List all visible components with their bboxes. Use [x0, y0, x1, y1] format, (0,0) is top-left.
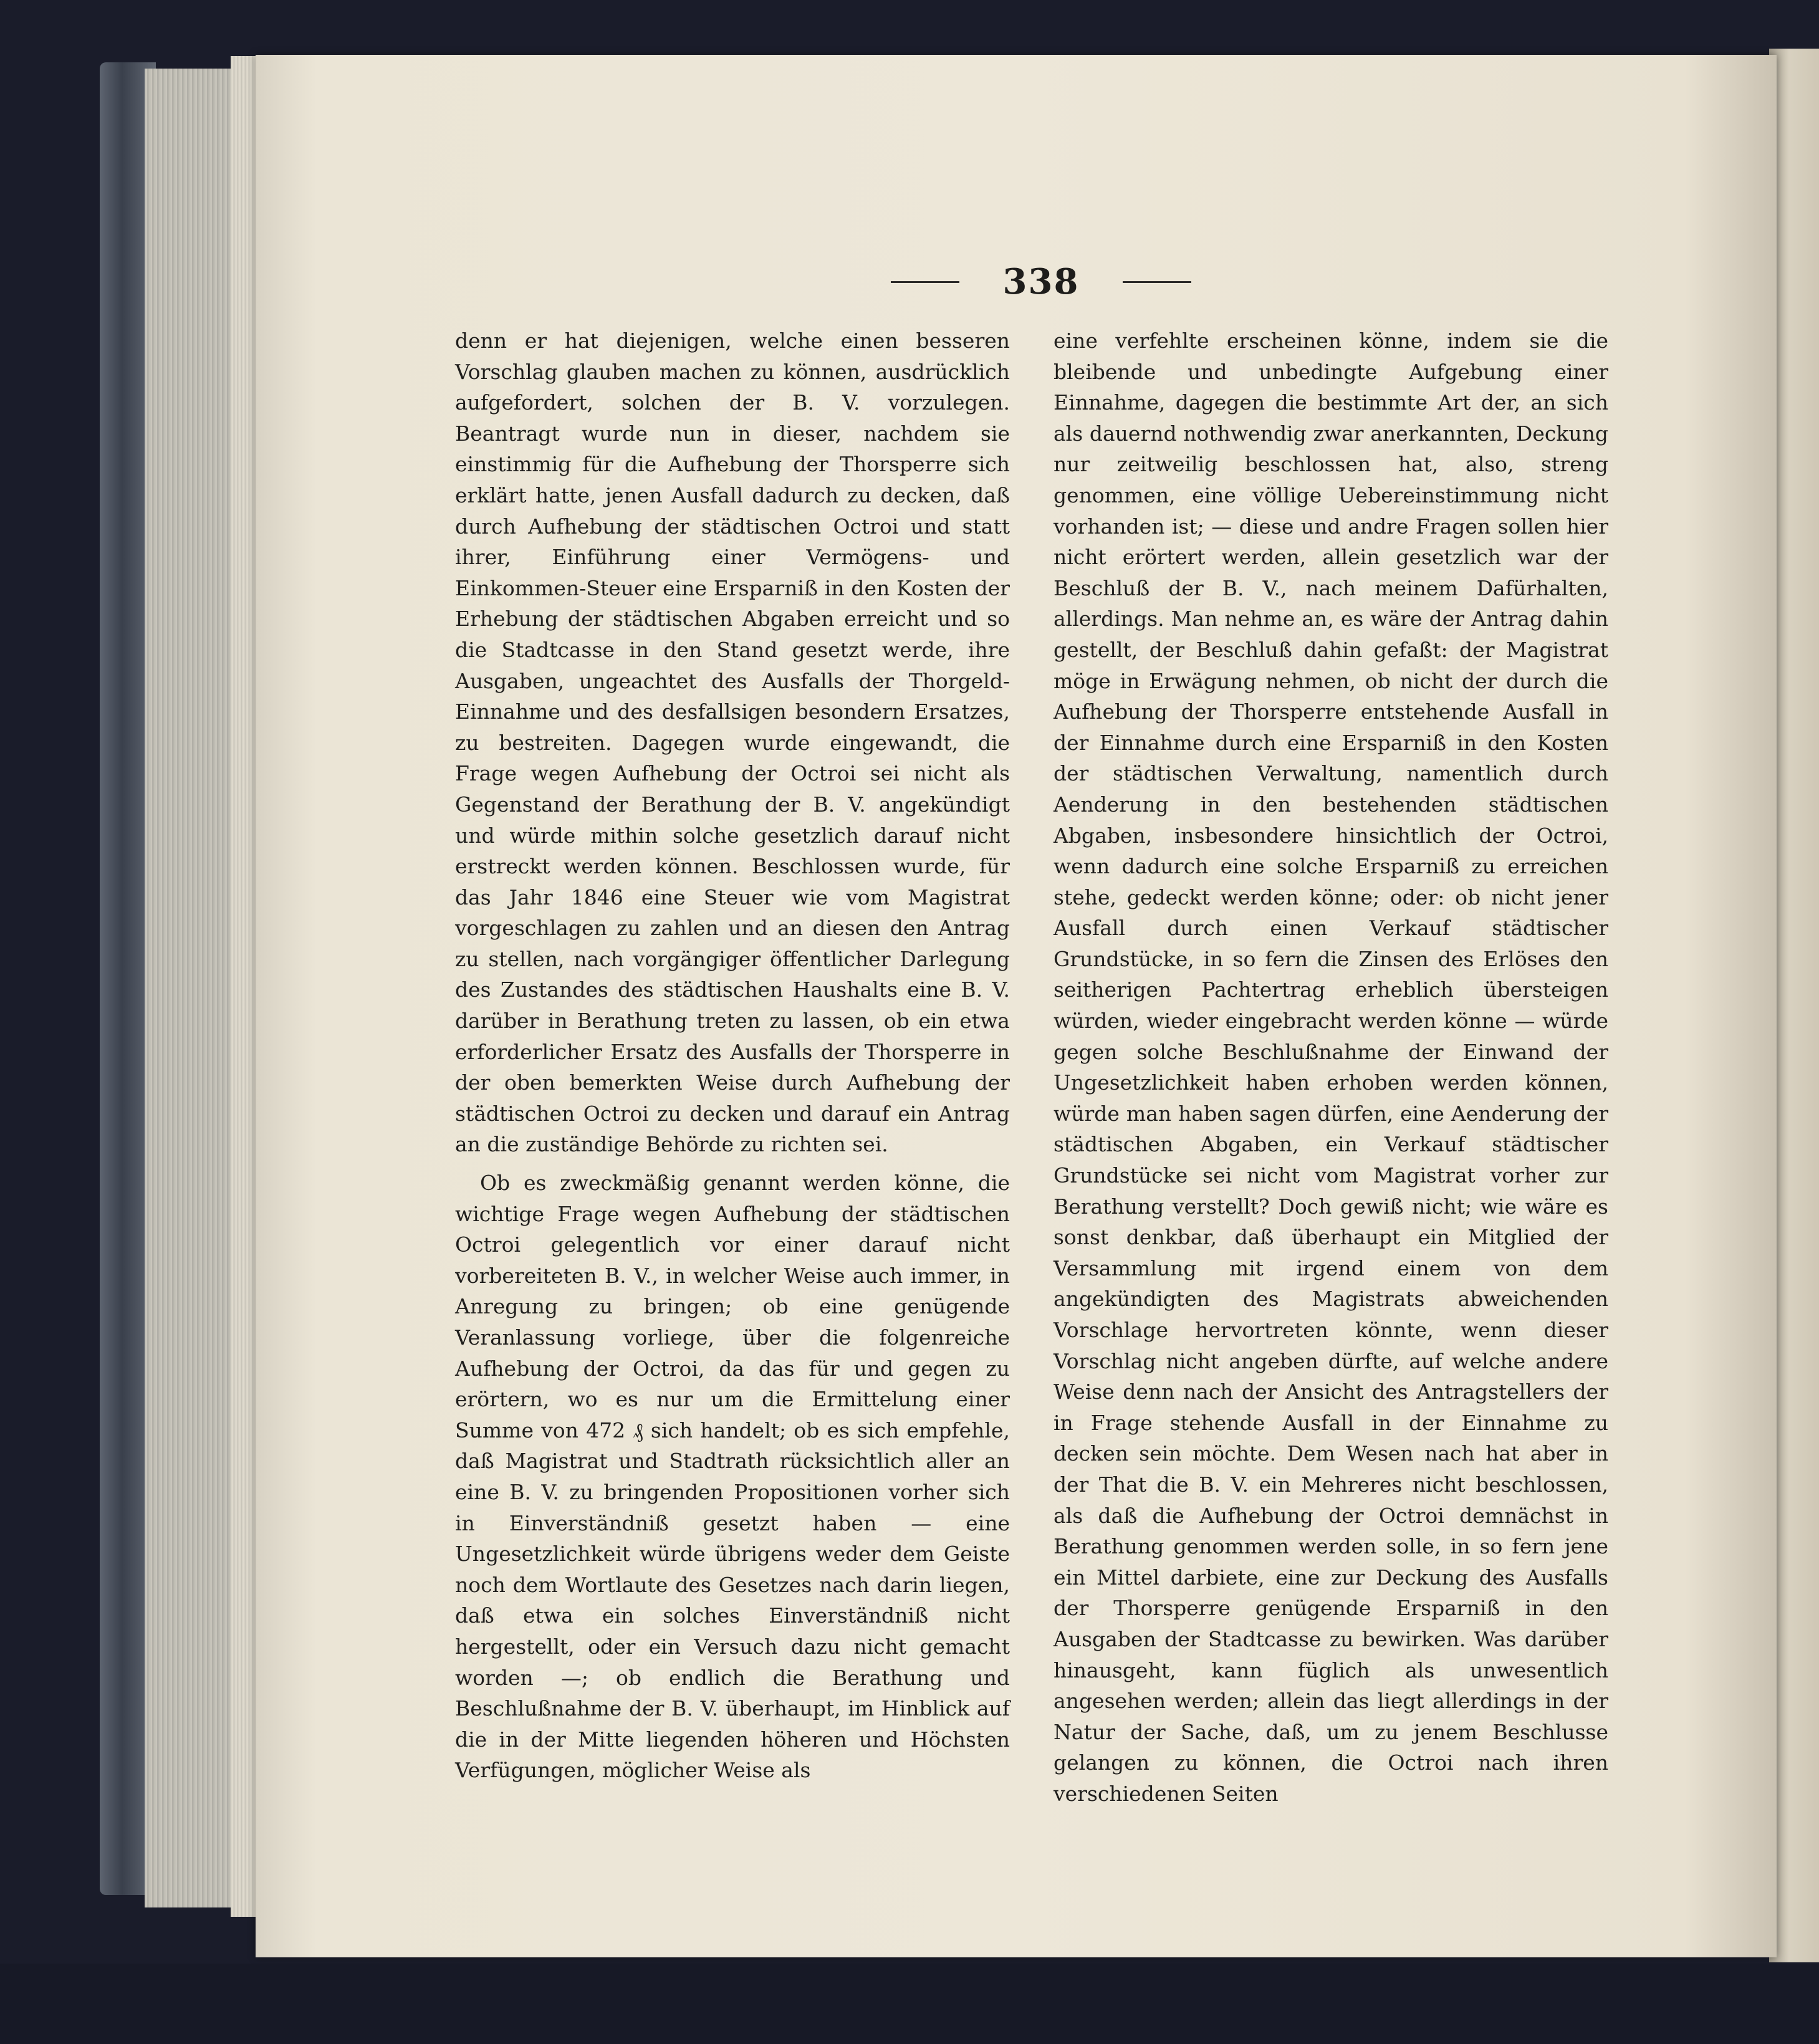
page-header — [866, 257, 1216, 307]
page-number: 338 — [1002, 261, 1080, 302]
header-rule-left — [891, 281, 959, 283]
right-column — [1053, 325, 1608, 1810]
left-column — [455, 325, 1010, 1786]
facing-page-edge — [1769, 49, 1819, 1962]
header-rule-right — [1123, 281, 1191, 283]
background-bottom — [0, 1964, 1819, 2044]
paragraph: denn er hat diejenigen, welche einen besseren Vorschlag glauben machen zu können, ausdrücklich aufgefordert, solchen der B. V. vorzulegen. Beantragt wurde nun in dieser, nachdem sie einstimmig für die Aufhebung der Thorsperre sich erklärt hatte, jenen Ausfall dadurch zu decken, daß durch Aufhebung der städtischen Octroi und statt ihrer, Einführung einer Vermögens- und Einkommen-Steuer eine Ersparniß in den Kosten der Erhebung der städtischen Abgaben erreicht und so die Stadtcasse in den Stand gesetzt werde, ihre Ausgaben, ungeachtet des Ausfalls der Thorgeld-Einnahme und des desfallsigen besondern Ersatzes, zu bestreiten. Dagegen wurde eingewandt, die Frage wegen Aufhebung der Octroi sei nicht als Gegenstand der Berathung der B. V. angekündigt und würde mithin solche gesetzlich darauf nicht erstreckt werden können. Beschlossen wurde, für das Jahr 1846 eine Steuer wie vom Magistrat vorgeschlagen zu zahlen und an diesen den Antrag zu stellen, nach vorgängiger öffentlicher Darlegung des Zustandes des städtischen Haushalts eine B. V. darüber in Berathung treten zu lassen, ob ein etwa erforderlicher Ersatz des Ausfalls der Thorsperre in der oben bemerkten Weise durch Aufhebung der städtischen Octroi zu decken und darauf ein Antrag an die zuständige Behörde zu richten sei. — [455, 329, 1010, 1157]
paragraph: eine verfehlte erscheinen könne, indem sie die bleibende und unbedingte Aufgebung einer Einnahme, dagegen die bestimmte Art der, an sich als dauernd nothwendig zwar anerkannten, Deckung nur zeitweilig beschlossen hat, also, streng genommen, eine völlige Uebereinstimmung nicht vorhanden ist; — diese und andre Fragen sollen hier nicht erörtert werden, allein gesetzlich war der Beschluß der B. V., nach meinem Dafürhalten, allerdings. Man nehme an, es wäre der Antrag dahin gestellt, der Beschluß dahin gefaßt: der Magistrat möge in Erwägung nehmen, ob nicht der durch die Aufhebung der Thorsperre entstehende Ausfall in der Einnahme durch eine Ersparniß in den Kosten der städtischen Verwaltung, namentlich durch Aenderung in den bestehenden städtischen Abgaben, insbesondere hinsichtlich der Octroi, wenn dadurch eine solche Ersparniß zu erreichen stehe, gedeckt werden könne; oder: ob nicht jener Ausfall durch einen Verkauf städtischer Grundstücke, in so fern die Zinsen des Erlöses den seitherigen Pachtertrag erheblich übersteigen würden, wieder eingebracht werden könne — würde gegen solche Beschlußnahme der Einwand der Ungesetzlichkeit haben erhoben werden können, würde man haben sagen dürfen, eine Aenderung der städtischen Abgaben, ein Verkauf städtischer Grundstücke sei nicht vom Magistrat vorher zur Berathung verstellt? Doch gewiß nicht; wie wäre es sonst denkbar, daß überhaupt ein Mitglied der Versammlung mit irgend einem von dem angekündigten des Magistrats abweichenden Vorschlage hervortreten könnte, wenn dieser Vorschlag nicht angeben dürfte, auf welche andere Weise denn nach der Ansicht des Antragstellers der in Frage stehende Ausfall in der Einnahme zu decken sein möchte. Dem Wesen nach hat aber in der That die B. V. ein Mehreres nicht beschlossen, als daß die Aufhebung der Octroi demnächst in Berathung genommen werden solle, in so fern jene ein Mittel darbiete, eine zur Deckung des Ausfalls der Thorsperre genügende Ersparniß in den Ausgaben der Stadtcasse zu bewirken. Was darüber hinausgeht, kann füglich als unwesentlich angesehen werden; allein das liegt allerdings in der Natur der Sache, daß, um zu jenem Beschlusse gelangen zu können, die Octroi nach ihren verschiedenen Seiten — [1053, 329, 1608, 1806]
paragraph: Ob es zweckmäßig genannt werden könne, die wichtige Frage wegen Aufhebung der städtischen Octroi gelegentlich vor einer darauf nicht vorbereiteten B. V., in welcher Weise auch immer, in Anregung zu bringen; ob eine genügende Veranlassung vorliege, über die folgenreiche Aufhebung der Octroi, da das für und gegen zu erörtern, wo es nur um die Ermittelung einer Summe von 472 ₰ sich handelt; ob es sich empfehle, daß Magistrat und Stadtrath rücksichtlich aller an eine B. V. zu bringenden Propositionen vorher sich in Einverständniß gesetzt haben — eine Ungesetzlichkeit würde übrigens weder dem Geiste noch dem Wortlaute des Gesetzes nach darin liegen, daß etwa ein solches Einverständniß nicht hergestellt, oder ein Versuch dazu nicht gemacht worden —; ob endlich die Berathung und Beschlußnahme der B. V. überhaupt, im Hinblick auf die in der Mitte liegenden höheren und Höchsten Verfügungen, möglicher Weise als — [455, 1171, 1010, 1783]
